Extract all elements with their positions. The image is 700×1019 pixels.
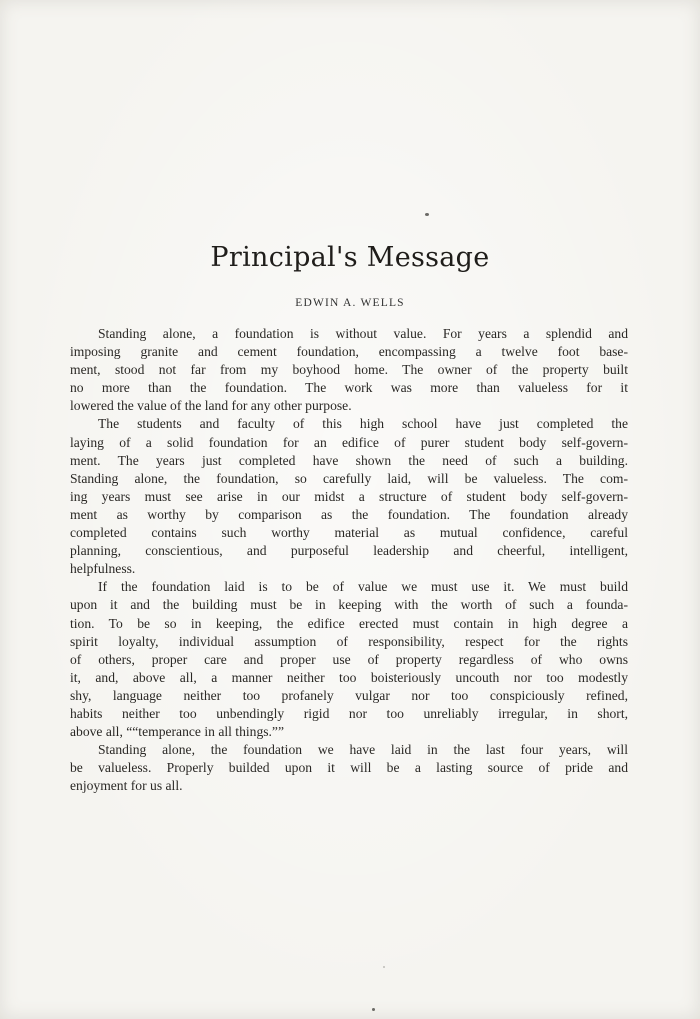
paragraph-3: [70, 578, 628, 741]
text-line: of others, proper care and proper use of property regardless of who owns: [70, 651, 628, 667]
text-line: spirit loyalty, individual assumption of responsibility, respect for the rights: [70, 633, 628, 649]
paper-speck: [425, 213, 429, 216]
text-line: Standing alone, a foundation is without value. For years a splendid and: [98, 326, 628, 341]
text-line: upon it and the building must be in keeping with the worth of such a founda-: [70, 597, 628, 613]
text-line: ment, stood not far from my boyhood home. The owner of the property built: [70, 362, 628, 378]
message-body: [70, 325, 628, 795]
author-byline: EDWIN A. WELLS: [295, 297, 405, 309]
text-line: Standing alone, the foundation, so carefully laid, will be valueless. The com-: [70, 470, 628, 486]
text-line: ing years must see arise in our midst a structure of student body self-govern-: [70, 488, 628, 504]
text-line: The students and faculty of this high school have just completed the: [98, 416, 628, 432]
text-line: enjoyment for us all.: [70, 778, 183, 794]
paper-speck: [383, 966, 385, 968]
text-line: shy, language neither too profanely vulgar nor too conspiciously refined,: [70, 687, 628, 703]
text-line: be valueless. Properly builded upon it will be a lasting source of pride and: [70, 760, 628, 776]
paragraph-4: [70, 741, 628, 795]
text-line: ment. The years just completed have shown the need of such a building.: [70, 452, 628, 468]
text-line: laying of a solid foundation for an edifice of purer student body self-govern-: [70, 434, 628, 450]
text-line: it, and, above all, a manner neither too boisteriously uncouth nor too modestly: [70, 669, 628, 685]
paragraph-1: [70, 325, 628, 415]
text-line: If the foundation laid is to be of value we must use it. We must build: [98, 579, 628, 595]
text-line: ment as worthy by comparison as the foundation. The foundation already: [70, 506, 628, 522]
text-line: tion. To be so in keeping, the edifice erected must contain in high degree a: [70, 615, 628, 631]
text-line: Standing alone, the foundation we have laid in the last four years, will: [98, 742, 628, 758]
text-line: no more than the foundation. The work was more than valueless for it: [70, 380, 628, 396]
text-line: planning, conscientious, and purposeful leadership and cheerful, intelligent,: [70, 543, 628, 559]
text-line: lowered the value of the land for any other purpose.: [70, 398, 352, 414]
page-title: Principal's Message: [210, 242, 490, 273]
text-line: above all, ““temperance in all things.””: [70, 724, 285, 740]
text-line: imposing granite and cement foundation, encompassing a twelve foot base-: [70, 344, 628, 360]
text-line: habits neither too unbendingly rigid nor too unreliably irregular, in short,: [70, 705, 628, 721]
paper-speck: [372, 1008, 375, 1011]
text-line: helpfulness.: [70, 561, 136, 577]
paragraph-2: [70, 415, 628, 578]
text-line: completed contains such worthy material as mutual confidence, careful: [70, 525, 628, 541]
